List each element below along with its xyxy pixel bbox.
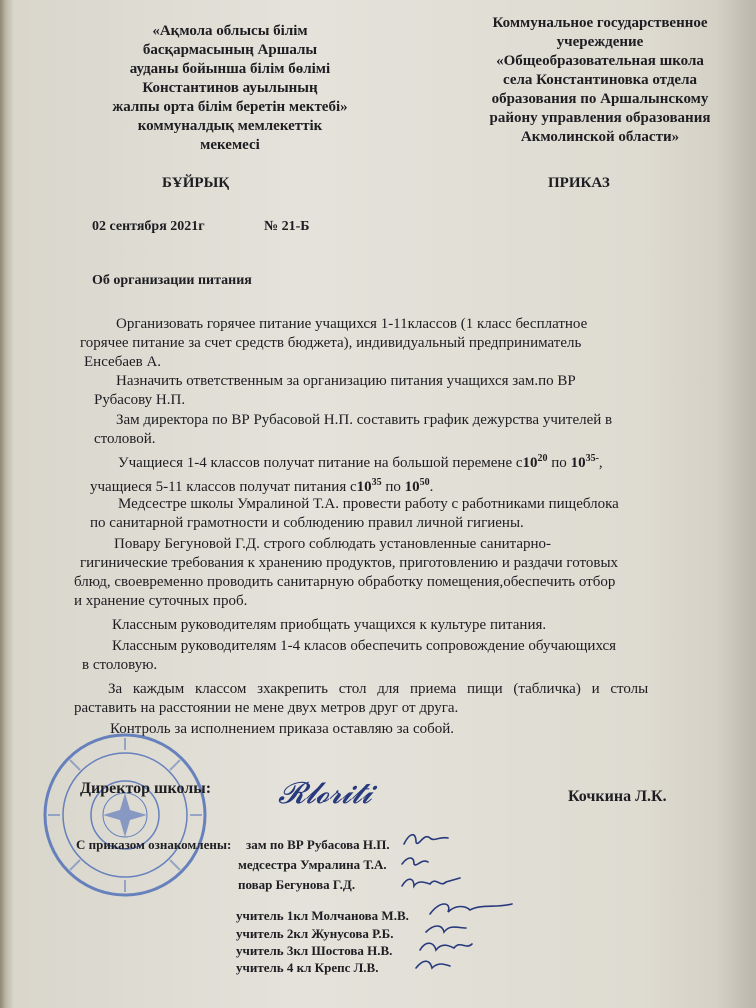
header-ru-line: району управления образования <box>489 110 711 126</box>
header-ru-line: «Общеобразовательная школа <box>496 53 704 69</box>
text-span: по <box>547 455 571 471</box>
text-line: Контроль за исполнением приказа оставляю за собой. <box>110 721 455 737</box>
text-line: блюд, своевременно проводить санитарную обработку помещения,обеспечить отбор <box>74 574 616 590</box>
paragraph-2 <box>86 372 576 410</box>
header-kz-line: «Ақмола облысы білім <box>152 23 308 39</box>
text-line: по санитарной грамотности и соблюдению правил личной гигиены. <box>90 515 524 531</box>
staff-signatures <box>400 828 530 978</box>
text-line: гигинические требования к хранению продуктов, приготовлению и раздачи готовых <box>80 555 619 571</box>
text-line: Назначить ответственным за организацию питания учащихся зам.по ВР <box>116 373 576 389</box>
text-line: Повару Бегуновой Г.Д. строго соблюдать установленные санитарно- <box>114 536 552 552</box>
text-line: раставить на расстоянии не мене двух метров друг от друга. <box>74 700 459 716</box>
text-line: За каждым классом зхакрепить стол для приема пищи (табличка) и столы <box>108 681 649 697</box>
text-span: учащиеся 5-11 классов получат питания с <box>90 479 357 495</box>
order-date: 02 сентября 2021г <box>92 219 205 234</box>
time-value: 10 <box>356 479 372 495</box>
text-span: , <box>598 455 603 471</box>
text-line: Организовать горячее питание учащихся 1-11классов (1 класс бесплатное <box>116 316 588 332</box>
text-line: в столовую. <box>82 657 158 673</box>
text-line: горячее питание за счет средств бюджета), индивидуальный предприниматель <box>80 335 582 351</box>
acquainted-person: учитель 1кл Молчанова М.В. <box>236 908 409 923</box>
header-kz-line: Константинов ауылының <box>142 80 318 96</box>
text-span: Учащиеся 1-4 классов получат питание на большой перемене с <box>118 455 523 471</box>
header-kz-line: ауданы бойынша білім бөлімі <box>129 61 331 77</box>
text-line <box>86 449 603 473</box>
text-line: Рубасову Н.П. <box>94 392 186 408</box>
time-minutes: 50 <box>419 477 430 488</box>
text-line: и хранение суточных проб. <box>74 593 248 609</box>
header-ru-line: Акмолинской области» <box>520 129 680 145</box>
paragraph-9 <box>74 680 648 718</box>
time-value: 10 <box>570 455 586 471</box>
header-ru-line: учереждение <box>556 34 644 50</box>
paragraph-7 <box>112 616 546 635</box>
text-span: . <box>429 479 434 495</box>
header-kz <box>80 22 380 155</box>
order-number: № 21-Б <box>264 219 310 234</box>
title-ru: ПРИКАЗ <box>548 175 610 191</box>
official-stamp <box>40 730 210 900</box>
paragraph-4 <box>86 449 603 497</box>
header-kz-line: басқармасының Аршалы <box>142 42 318 58</box>
paragraph-6 <box>74 535 618 611</box>
acquainted-person: медсестра Умралина Т.А. <box>238 857 387 872</box>
text-line: Классным руководителям приобщать учащихся к культуре питания. <box>112 617 547 633</box>
text-line: Зам директора по ВР Рубасовой Н.П. составить график дежурства учителей в <box>116 412 613 428</box>
header-ru <box>460 14 740 147</box>
acquainted-person: учитель 3кл Шостова Н.В. <box>236 943 393 958</box>
paragraph-3 <box>86 411 612 449</box>
time-minutes: 35 <box>371 477 382 488</box>
header-ru-line: Коммунальное государственное <box>492 15 708 31</box>
acquainted-person: учитель 2кл Жунусова Р.Б. <box>236 926 394 941</box>
paragraph-8 <box>80 637 616 675</box>
acquainted-label: С приказом ознакомлены: <box>76 837 232 852</box>
paragraph-1 <box>80 315 587 372</box>
paragraph-5 <box>86 495 619 533</box>
director-label: Директор школы: <box>80 780 212 797</box>
time-value: 10 <box>522 455 538 471</box>
header-kz-line: жалпы орта білім беретін мектебі» <box>112 99 348 115</box>
photo-shadow <box>716 0 756 1008</box>
header-ru-line: села Константиновка отдела <box>503 72 697 88</box>
header-kz-line: коммуналдық мемлекеттік <box>137 118 323 134</box>
header-ru-line: образования по Аршалынскому <box>491 91 709 107</box>
header-kz-line: мекемесі <box>200 137 260 153</box>
text-line <box>86 473 603 497</box>
order-subject: Об организации питания <box>92 273 252 288</box>
text-line: Енсебаев А. <box>84 354 162 370</box>
time-minutes: 35- <box>585 453 599 464</box>
time-minutes: 20 <box>537 453 548 464</box>
acquainted-person: зам по ВР Рубасова Н.П. <box>246 837 390 852</box>
text-span: по <box>381 479 405 495</box>
text-line: Медсестре школы Умралиной Т.А. провести работу с работниками пищеблока <box>118 496 619 512</box>
time-value: 10 <box>404 479 420 495</box>
acquainted-person: учитель 4 кл Крепс Л.В. <box>236 960 379 975</box>
acquainted-person: повар Бегунова Г.Д. <box>238 877 356 892</box>
title-kz: БҰЙРЫҚ <box>162 175 230 191</box>
text-line: Классным руководителям 1-4 класов обеспечить сопровождение обучающихся <box>112 638 617 654</box>
director-name: Кочкина Л.К. <box>568 788 667 805</box>
text-line: столовой. <box>94 431 156 447</box>
director-signature: 𝓡𝓵𝓸𝓻𝓲𝓽𝓲 <box>278 776 371 811</box>
